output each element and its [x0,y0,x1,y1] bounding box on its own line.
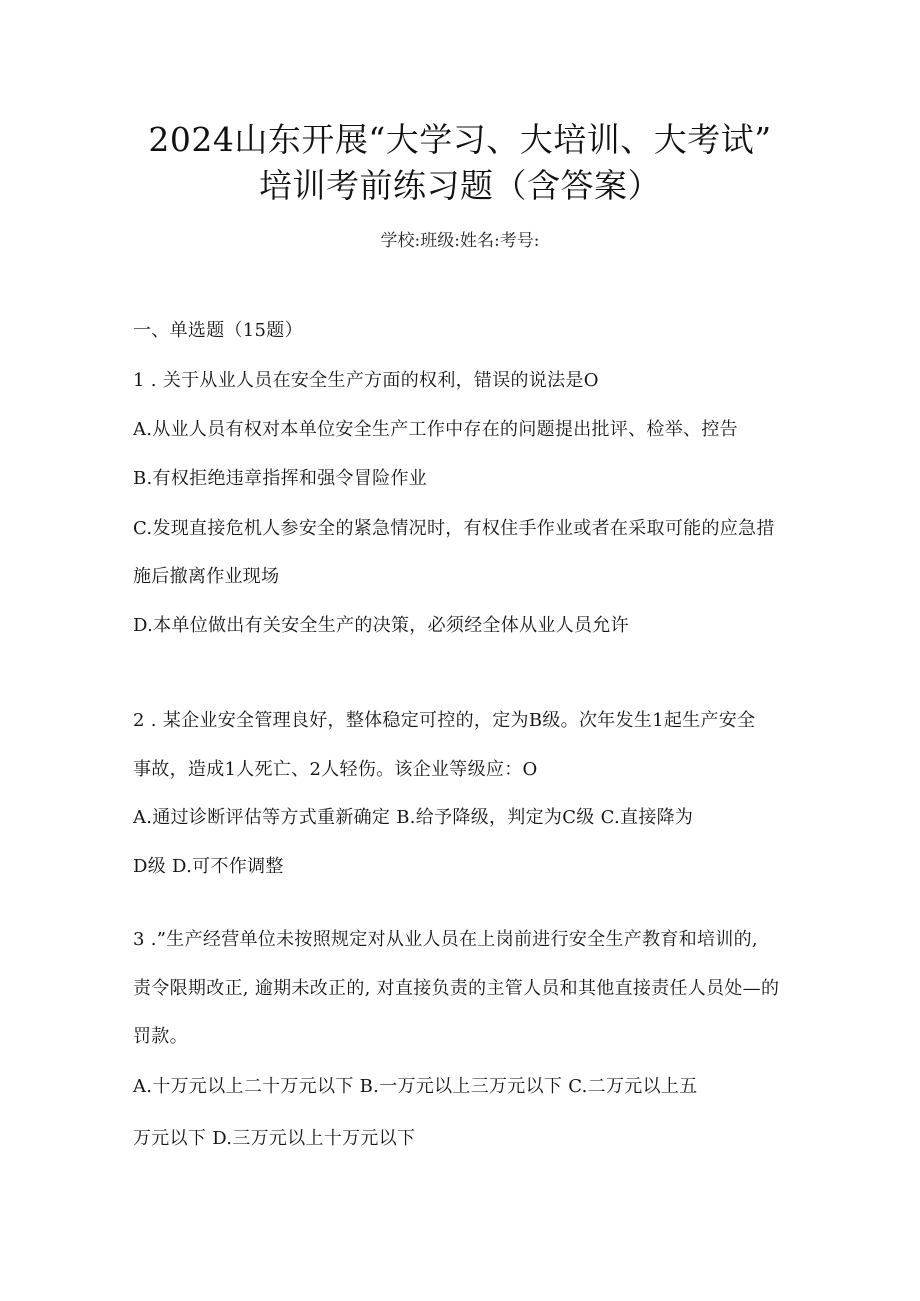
question-3-stem: 3 .”生产经营单位未按照规定对从业人员在上岗前进行安全生产教育和培训的, [133,929,758,950]
document-title-line-1: 2024山东开展“大学习、大培训、大考试” [148,120,772,159]
question-1-stem: 1 . 关于从业人员在安全生产方面的权利，错误的说法是O [133,370,599,391]
document-title-line-2: 培训考前练习题（含答案） [259,166,661,205]
question-3-options: A.十万元以上二十万元以下 B.一万元以上三万元以下 C.二万元以上五 [133,1076,698,1097]
section-heading: 一、单选题（15题） [133,320,303,341]
question-1-option-c: C.发现直接危机人参安全的紧急情况时，有权住手作业或者在采取可能的应急措 [133,518,775,539]
question-2-stem-cont: 事故，造成1人死亡、2人轻伤。该企业等级应：O [133,759,538,780]
question-1-option-a: A.从业人员有权对本单位安全生产工作中存在的问题提出批评、检举、控告 [133,419,738,440]
question-3-options-cont: 万元以下 D.三万元以上十万元以下 [133,1128,416,1149]
question-3-stem-cont: 责令限期改正, 逾期未改正的, 对直接负责的主管人员和其他直接责任人员处—的 [133,978,780,999]
student-info-line: 学校:班级:姓名:考号: [380,231,540,251]
question-2-options-cont: D级 D.可不作调整 [133,856,284,877]
question-2-options: A.通过诊断评估等方式重新确定 B.给予降级，判定为C级 C.直接降为 [133,807,694,828]
question-1-option-c-cont: 施后撤离作业现场 [133,566,280,587]
question-2-stem: 2 . 某企业安全管理良好，整体稳定可控的，定为B级。次年发生1起生产安全 [133,710,756,731]
question-3-stem-end: 罚款。 [133,1026,188,1047]
question-1-option-d: D.本单位做出有关安全生产的决策，必须经全体从业人员允许 [133,615,629,636]
question-1-option-b: B.有权拒绝违章指挥和强令冒险作业 [133,468,428,489]
